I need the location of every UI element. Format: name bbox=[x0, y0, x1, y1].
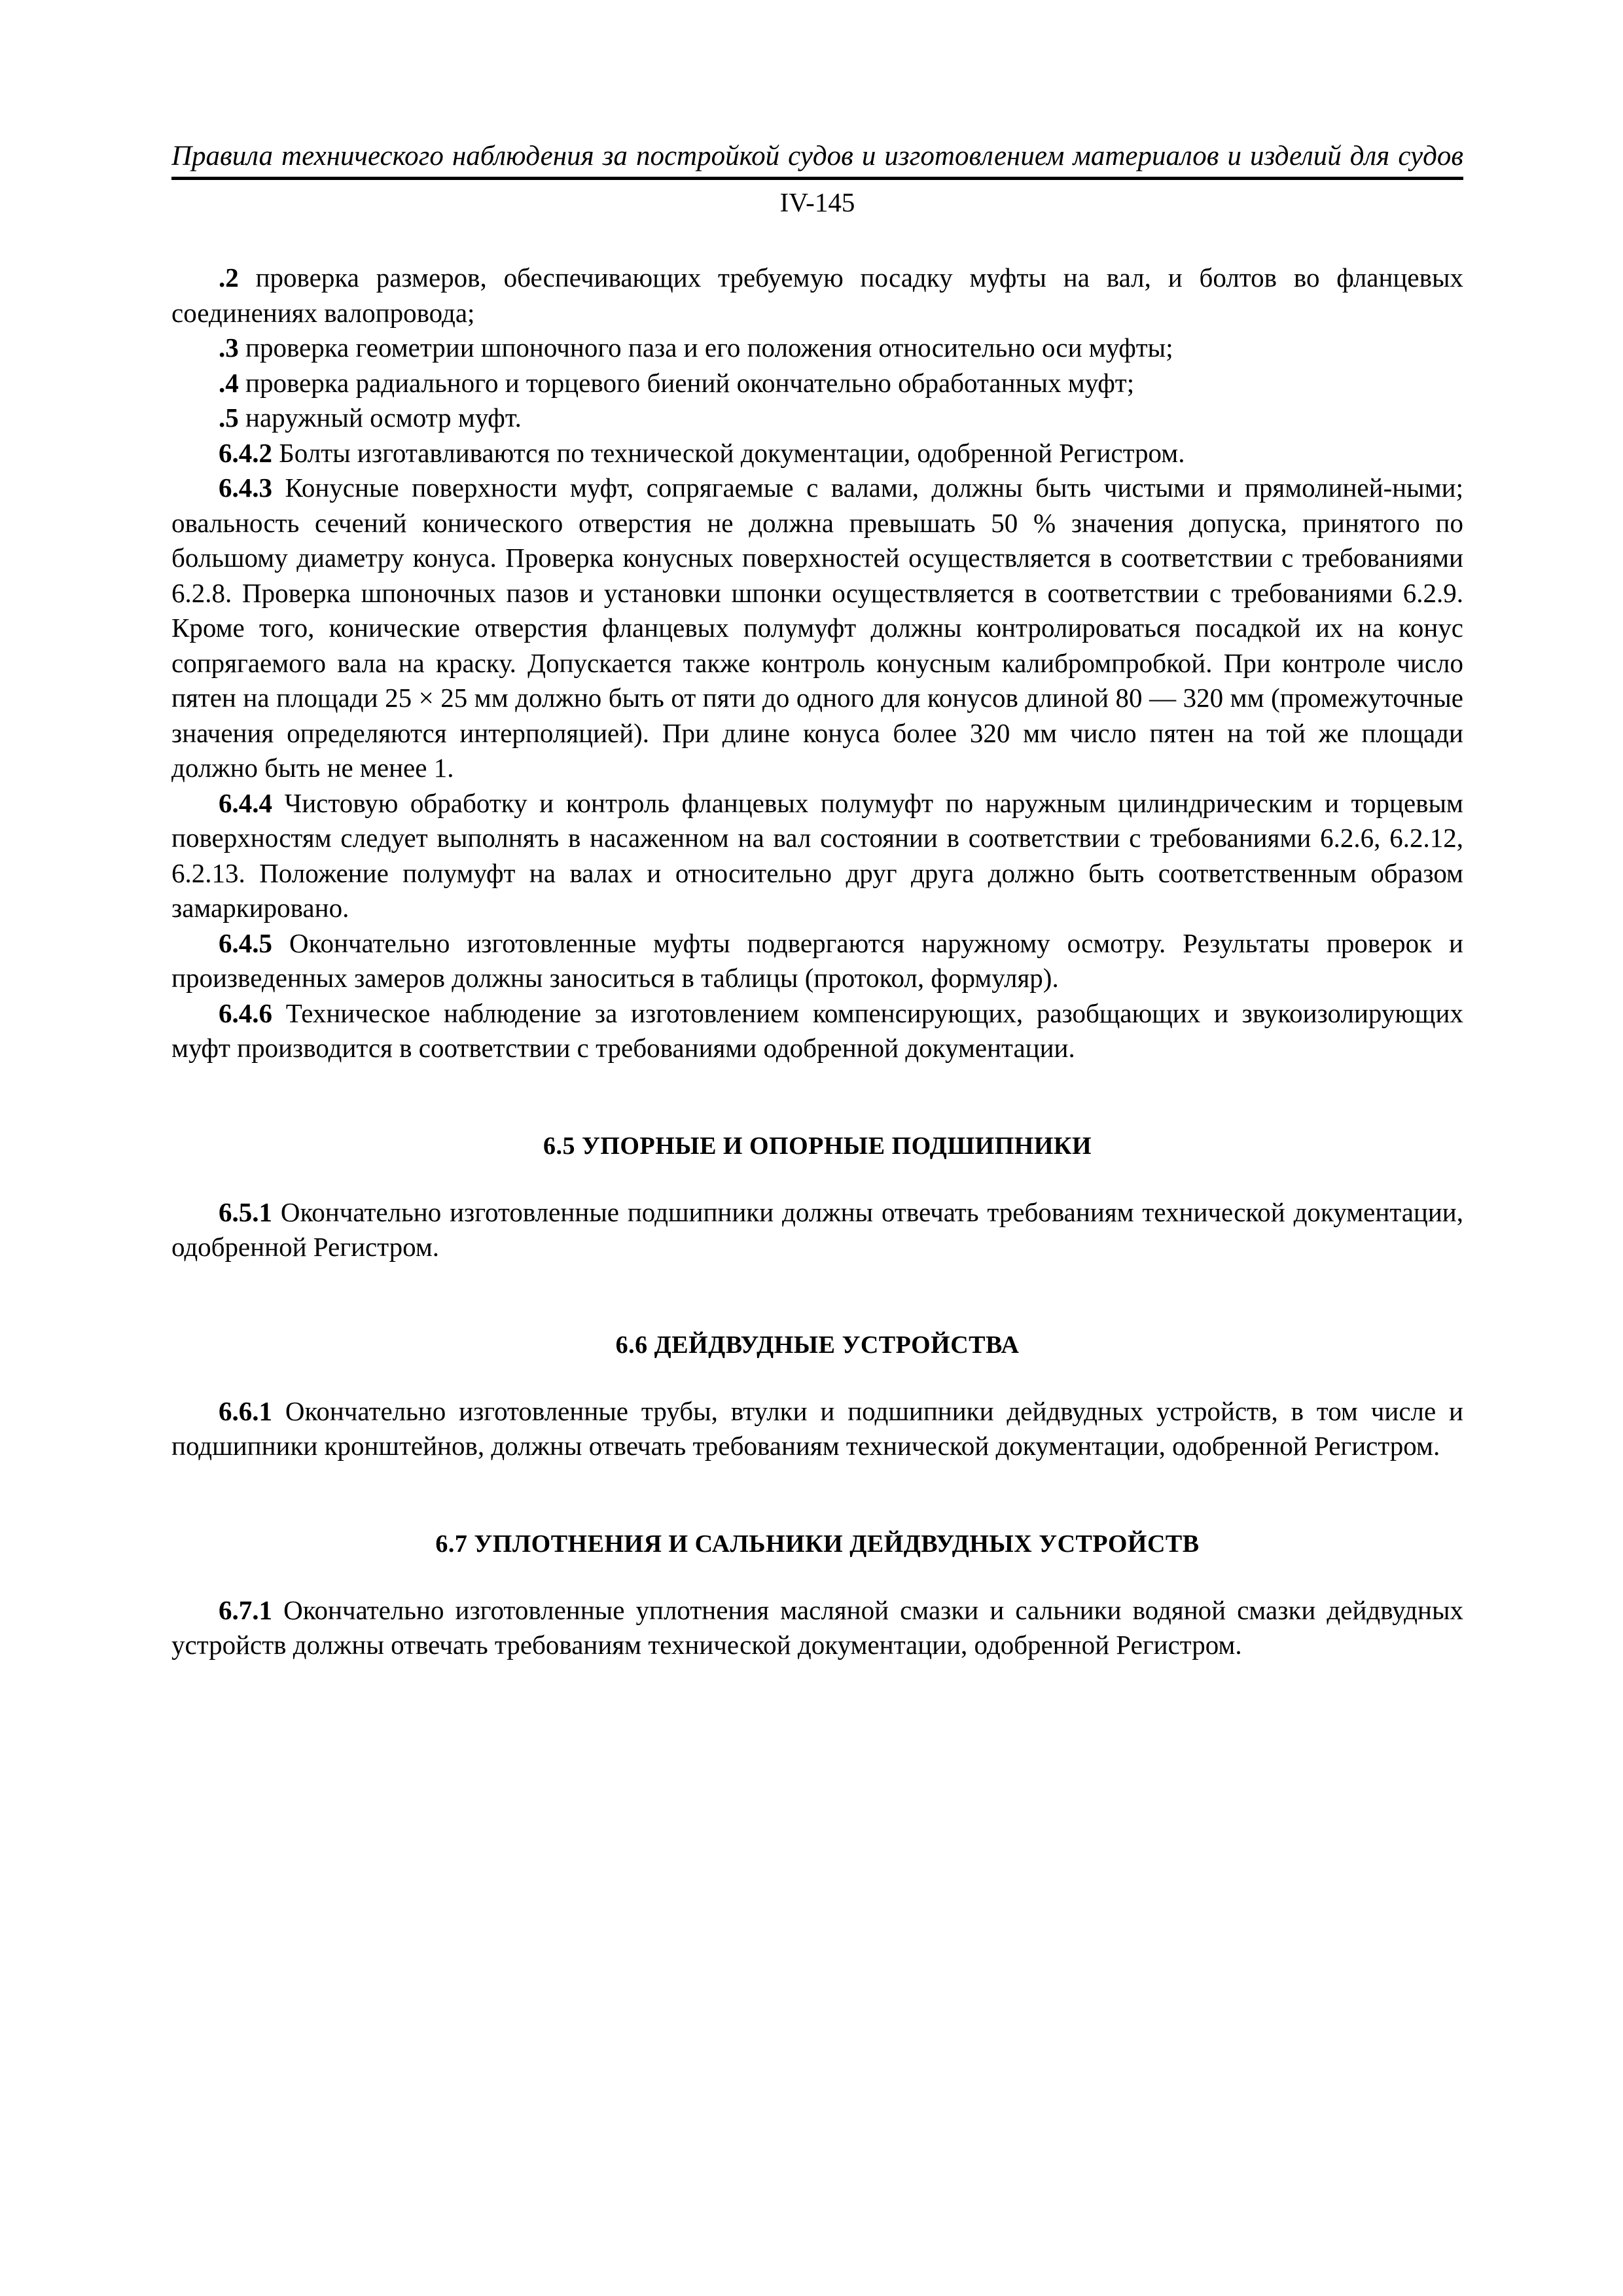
item-text: проверка радиального и торцевого биений окончательно обработанных муфт; bbox=[238, 367, 1135, 398]
clause-number: 6.7.1 bbox=[219, 1594, 272, 1625]
page-header bbox=[171, 139, 1463, 219]
clause-number: 6.4.6 bbox=[219, 997, 272, 1028]
spacer bbox=[171, 1164, 1463, 1195]
clause-number: 6.4.4 bbox=[219, 787, 272, 818]
clause-text: Окончательно изготовленные уплотнения масляной смазки и сальники водяной смазки дейдвудных устройств должны отвечать требованиям технической документации, одобренной Регистром. bbox=[171, 1594, 1463, 1660]
paragraph-6-4-2 bbox=[171, 436, 1463, 471]
clause-number: 6.5.1 bbox=[219, 1196, 272, 1227]
section-title-6-6: 6.6 ДЕЙДВУДНЫЕ УСТРОЙСТВА bbox=[615, 1331, 1020, 1359]
clause-text: Болты изготавливаются по технической документации, одобренной Регистром. bbox=[272, 437, 1185, 468]
paragraph-6-4-3 bbox=[171, 471, 1463, 786]
item-number: .2 bbox=[219, 262, 239, 293]
spacer bbox=[171, 1066, 1463, 1129]
clause-number: 6.4.5 bbox=[219, 927, 272, 958]
paragraph-6-4-5 bbox=[171, 926, 1463, 996]
paragraph-6-6-1 bbox=[171, 1394, 1463, 1464]
clause-text: Окончательно изготовленные подшипники должны отвечать требованиям технической документации, одобренной Регистром. bbox=[171, 1196, 1463, 1262]
paragraph-6-7-1 bbox=[171, 1593, 1463, 1663]
item-text: проверка размеров, обеспечивающих требуемую посадку муфты на вал, и болтов во фланцевых соединениях валопровода; bbox=[171, 262, 1463, 328]
spacer bbox=[171, 1363, 1463, 1394]
page-body bbox=[171, 260, 1463, 1663]
clause-number: 6.4.2 bbox=[219, 437, 272, 468]
item-number: .5 bbox=[219, 403, 239, 433]
item-number: .4 bbox=[219, 367, 239, 398]
paragraph-6-4-4 bbox=[171, 786, 1463, 926]
section-title-6-5: 6.5 УПОРНЫЕ И ОПОРНЫЕ ПОДШИПНИКИ bbox=[543, 1132, 1092, 1160]
item-text: проверка геометрии шпоночного паза и его положения относительно оси муфты; bbox=[238, 332, 1173, 363]
spacer bbox=[171, 1265, 1463, 1328]
paragraph-6-5-1 bbox=[171, 1195, 1463, 1265]
clause-number: 6.4.3 bbox=[219, 473, 272, 503]
list-item-3 bbox=[171, 331, 1463, 366]
paragraph-6-4-6 bbox=[171, 996, 1463, 1066]
page-number: IV-145 bbox=[779, 187, 855, 217]
clause-number: 6.6.1 bbox=[219, 1395, 272, 1426]
item-text: наружный осмотр муфт. bbox=[238, 403, 522, 433]
clause-text: Техническое наблюдение за изготовлением компенсирующих, разобщающих и звукоизолирующих муфт производится в соответствии с требованиями одобренной документации. bbox=[171, 997, 1463, 1063]
clause-text: Чистовую обработку и контроль фланцевых полумуфт по наружным цилиндрическим и торцевым поверхностям следует выполнять в насаженном на вал состоянии в соответствии с требованиями 6.2.6, 6.2.12, 6.2.13. Положение полумуфт на валах и относительно друг друга должно быть соответственным образом замаркировано. bbox=[171, 787, 1463, 923]
clause-text: Окончательно изготовленные муфты подвергаются наружному осмотру. Результаты проверок и произведенных замеров должны заноситься в таблицы (протокол, формуляр). bbox=[171, 927, 1463, 993]
section-title-6-7: 6.7 УПЛОТНЕНИЯ И САЛЬНИКИ ДЕЙДВУДНЫХ УСТРОЙСТВ bbox=[435, 1530, 1200, 1558]
clause-text: Окончательно изготовленные трубы, втулки и подшипники дейдвудных устройств, в том числе и подшипники кронштейнов, должны отвечать требованиям технической документации, одобренной Регистром. bbox=[171, 1395, 1463, 1461]
list-item-4 bbox=[171, 366, 1463, 401]
item-number: .3 bbox=[219, 332, 239, 363]
running-title: Правила технического наблюдения за постройкой судов и изготовлением материалов и изделий для судов bbox=[171, 139, 1463, 180]
list-item-2 bbox=[171, 260, 1463, 331]
list-item-5 bbox=[171, 401, 1463, 436]
spacer bbox=[171, 1464, 1463, 1527]
clause-text: Конусные поверхности муфт, сопрягаемые с валами, должны быть чистыми и прямолиней-ными; овальность сечений конического отверстия не должна превышать 50 % значения допуска, принятого по большому диаметру конуса. Проверка конусных поверхностей осуществляется в соответствии с требованиями 6.2.8. Проверка шпоночных пазов и установки шпонки осуществляется в соответствии с требованиями 6.2.9. Кроме того, конические отверстия фланцевых полумуфт должны контролироваться посадкой их на конус сопрягаемого вала на краску. Допускается также контроль конусным калибромпробкой. При контроле число пятен на площади 25 × 25 мм должно быть от пяти до одного для конусов длиной 80 — 320 мм (промежуточные значения определяются интерполяцией). При длине конуса более 320 мм число пятен на той же площади должно быть не менее 1. bbox=[171, 473, 1463, 783]
spacer bbox=[171, 1562, 1463, 1593]
